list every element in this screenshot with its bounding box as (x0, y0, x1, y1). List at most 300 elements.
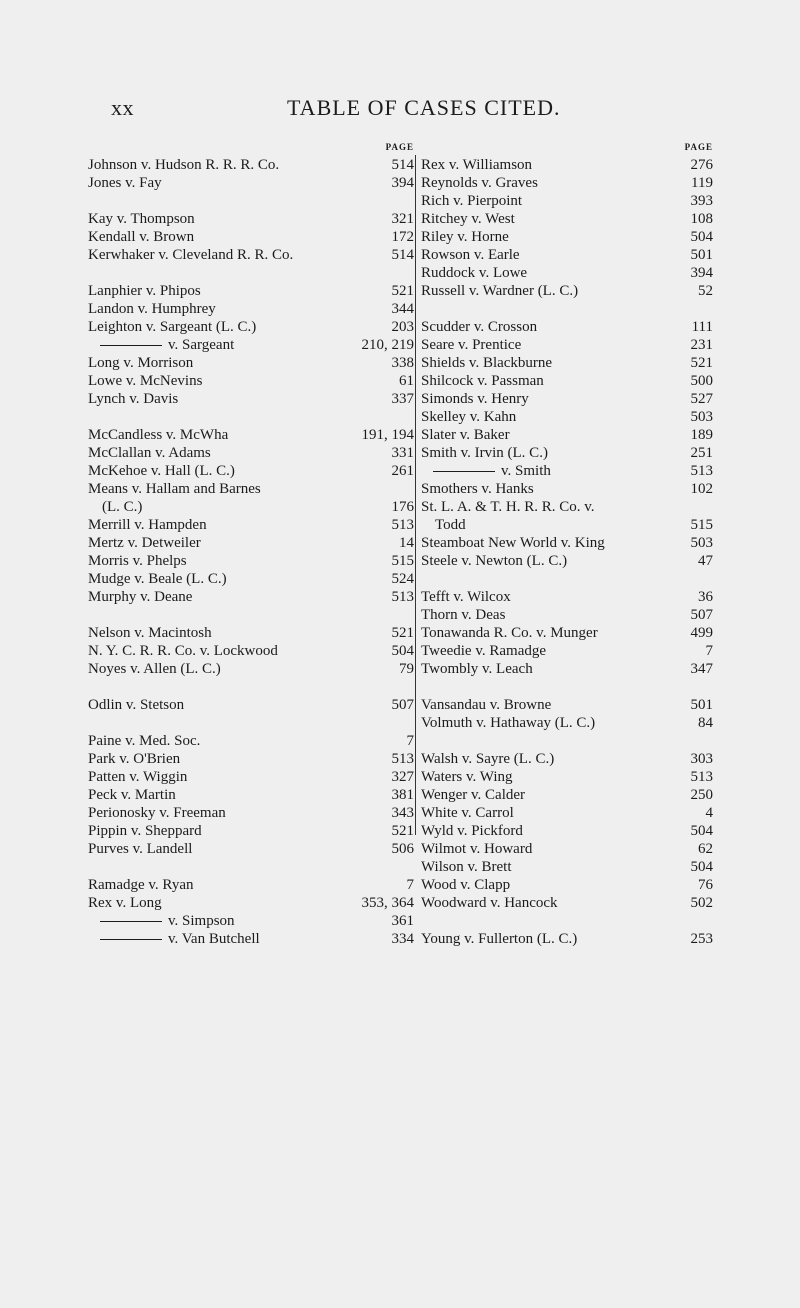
case-entry (421, 210, 713, 228)
case-page: 111 (691, 319, 713, 335)
case-name-text: v. Smith (501, 463, 551, 479)
case-entry (421, 696, 713, 714)
case-page: 7 (406, 877, 414, 893)
group-gap (88, 678, 414, 696)
case-name-text: Noyes v. Allen (L. C.) (88, 661, 221, 677)
case-entry (421, 354, 713, 372)
case-page: 521 (690, 355, 713, 371)
case-entry (88, 822, 414, 840)
case-entry (88, 750, 414, 768)
case-name (88, 156, 279, 174)
case-name-text: Jones v. Fay (88, 175, 162, 191)
case-name-text: Lanphier v. Phipos (88, 283, 201, 299)
case-name (88, 588, 192, 606)
case-page: 513 (690, 769, 713, 785)
case-entry (421, 858, 713, 876)
case-name (421, 660, 533, 678)
case-name-text: Slater v. Baker (421, 427, 510, 443)
case-entry (88, 570, 414, 588)
case-page: 524 (391, 571, 414, 587)
column-divider (415, 155, 416, 835)
case-page: 79 (399, 661, 414, 677)
case-entry (421, 498, 713, 516)
case-entry (88, 588, 414, 606)
case-name-text: Twombly v. Leach (421, 661, 533, 677)
case-page: 501 (690, 697, 713, 713)
case-page: 61 (399, 373, 414, 389)
case-entry (88, 156, 414, 174)
case-entry (421, 534, 713, 552)
case-entry (421, 822, 713, 840)
case-page: 513 (391, 589, 414, 605)
case-name (421, 552, 567, 570)
case-entry (421, 282, 713, 300)
case-page: 52 (698, 283, 713, 299)
case-entry (88, 174, 414, 192)
case-name-text: Vansandau v. Browne (421, 697, 552, 713)
case-name-text: McKehoe v. Hall (L. C.) (88, 463, 235, 479)
case-page: 394 (690, 265, 713, 281)
case-name (421, 174, 538, 192)
case-page: 514 (391, 157, 414, 173)
case-name-text: Scudder v. Crosson (421, 319, 538, 335)
case-name-text: N. Y. C. R. R. Co. v. Lockwood (88, 643, 278, 659)
case-entry (88, 318, 414, 336)
page-number: xx (111, 95, 134, 120)
case-name-text: Tweedie v. Ramadge (421, 643, 547, 659)
case-entry (421, 318, 713, 336)
case-name (421, 336, 521, 354)
group-gap (421, 732, 713, 750)
case-name (421, 156, 532, 174)
case-entry (88, 462, 414, 480)
case-entry (421, 750, 713, 768)
case-name (421, 786, 525, 804)
case-entry (88, 444, 414, 462)
case-name-text: Wilson v. Brett (421, 859, 512, 875)
case-name (421, 840, 532, 858)
case-page: 499 (690, 625, 713, 641)
case-name-text: Riley v. Horne (421, 229, 509, 245)
case-name (421, 426, 510, 444)
case-name-text: Smith v. Irvin (L. C.) (421, 445, 548, 461)
case-name-text: McCandless v. McWha (88, 427, 229, 443)
case-entry (88, 894, 414, 912)
case-name (88, 444, 211, 462)
case-name (88, 282, 201, 300)
case-entry (421, 804, 713, 822)
case-name-text: Purves v. Landell (88, 841, 193, 857)
case-page: 303 (690, 751, 713, 767)
case-name-text: Smothers v. Hanks (421, 481, 534, 497)
case-entry (421, 264, 713, 282)
group-gap (88, 408, 414, 426)
case-entry (421, 372, 713, 390)
case-name-text: v. Simpson (168, 913, 235, 929)
case-entry (421, 192, 713, 210)
case-entry (421, 336, 713, 354)
case-entry (421, 876, 713, 894)
page-title: TABLE OF CASES CITED. (287, 95, 561, 120)
case-entry (88, 210, 414, 228)
case-name-text: Rowson v. Earle (421, 247, 520, 263)
case-name (421, 372, 544, 390)
case-name (88, 840, 192, 858)
case-name (421, 264, 527, 282)
case-name-text: Ruddock v. Lowe (421, 265, 528, 281)
case-page: 361 (391, 913, 414, 929)
case-name-text: Ritchey v. West (421, 211, 515, 227)
case-name-text: Rex v. Long (88, 895, 162, 911)
case-name (88, 786, 176, 804)
case-name-text: Means v. Hallam and Barnes (88, 481, 261, 497)
case-name (88, 660, 221, 678)
case-entry (88, 642, 414, 660)
case-name (88, 318, 256, 336)
case-entry (88, 390, 414, 408)
case-name-text: Young v. Fullerton (L. C.) (421, 931, 578, 947)
case-name (88, 516, 207, 534)
case-entry (421, 174, 713, 192)
case-name-text: Wood v. Clapp (421, 877, 511, 893)
case-page: 47 (698, 553, 713, 569)
case-page: 504 (690, 229, 713, 245)
case-entry (421, 786, 713, 804)
case-entry (88, 912, 414, 930)
group-gap (88, 714, 414, 732)
case-name (421, 876, 510, 894)
case-entry (421, 246, 713, 264)
case-entry (421, 462, 713, 480)
case-page: 176 (391, 499, 414, 515)
case-name-text: Rich v. Pierpoint (421, 193, 523, 209)
case-name-text: (L. C.) (102, 499, 143, 515)
case-name-text: Waters v. Wing (421, 769, 513, 785)
case-entry (88, 516, 414, 534)
case-page: 504 (690, 823, 713, 839)
case-name-text: Park v. O'Brien (88, 751, 181, 767)
case-name (421, 192, 522, 210)
case-name (88, 498, 142, 516)
case-name (421, 444, 548, 462)
case-entry (421, 228, 713, 246)
group-gap (421, 570, 713, 588)
case-page: 503 (690, 409, 713, 425)
case-entry (88, 426, 414, 444)
case-entry (421, 156, 713, 174)
case-page: 84 (698, 715, 713, 731)
ditto-dash (100, 939, 162, 940)
case-name (421, 606, 505, 624)
case-entry (88, 768, 414, 786)
case-page: 189 (690, 427, 713, 443)
case-page: 503 (690, 535, 713, 551)
case-name-text: Steamboat New World v. King (421, 535, 605, 551)
case-page: 172 (391, 229, 414, 245)
case-page: 7 (406, 733, 414, 749)
case-name-text: Patten v. Wiggin (88, 769, 188, 785)
case-name (421, 768, 513, 786)
case-entry (421, 660, 713, 678)
case-page: 504 (391, 643, 414, 659)
left-page-heading: PAGE (385, 142, 414, 152)
case-name (88, 390, 178, 408)
case-name-text: Woodward v. Hancock (421, 895, 558, 911)
case-name-text: Odlin v. Stetson (88, 697, 185, 713)
case-name-text: Ramadge v. Ryan (88, 877, 194, 893)
case-name (88, 480, 261, 498)
case-name (88, 462, 235, 480)
case-name-text: Paine v. Med. Soc. (88, 733, 201, 749)
case-name (88, 732, 200, 750)
group-gap (421, 912, 713, 930)
case-entry (421, 480, 713, 498)
case-name (421, 642, 546, 660)
case-page: 76 (698, 877, 713, 893)
case-entry (88, 336, 414, 354)
case-name (88, 768, 187, 786)
case-name-text: Mertz v. Detweiler (88, 535, 201, 551)
case-name-text: Peck v. Martin (88, 787, 176, 803)
case-name-text: Pippin v. Sheppard (88, 823, 202, 839)
case-name-text: McClallan v. Adams (88, 445, 211, 461)
case-entry (88, 660, 414, 678)
case-name-text: Morris v. Phelps (88, 553, 187, 569)
case-entry (88, 696, 414, 714)
case-name-text: Russell v. Wardner (L. C.) (421, 283, 579, 299)
case-name (88, 174, 162, 192)
case-name (88, 624, 212, 642)
case-entry (88, 624, 414, 642)
case-name-text: Tonawanda R. Co. v. Munger (421, 625, 598, 641)
case-page: 261 (391, 463, 414, 479)
ditto-dash (100, 345, 162, 346)
case-name (88, 570, 227, 588)
case-entry (421, 552, 713, 570)
case-name-text: v. Van Butchell (168, 931, 260, 947)
case-name-text: Nelson v. Macintosh (88, 625, 212, 641)
case-entry (421, 840, 713, 858)
case-page: 191, 194 (361, 427, 414, 443)
case-page: 504 (690, 859, 713, 875)
case-name (421, 228, 509, 246)
case-entry (421, 588, 713, 606)
case-name-text: Kerwhaker v. Cleveland R. R. Co. (88, 247, 294, 263)
case-page: 108 (690, 211, 713, 227)
case-name-text: Walsh v. Sayre (L. C.) (421, 751, 555, 767)
case-page: 393 (690, 193, 713, 209)
case-name (421, 498, 595, 516)
case-name (421, 516, 466, 534)
case-name-text: Tefft v. Wilcox (421, 589, 511, 605)
case-page: 119 (691, 175, 713, 191)
case-entry (88, 246, 414, 264)
case-name (421, 210, 515, 228)
case-name (88, 804, 226, 822)
case-name-text: Lynch v. Davis (88, 391, 179, 407)
case-entry (88, 930, 414, 948)
case-name-text: Perionosky v. Freeman (88, 805, 226, 821)
group-gap (88, 192, 414, 210)
case-name (88, 750, 180, 768)
case-page: 500 (690, 373, 713, 389)
case-name (88, 534, 201, 552)
case-entry (88, 300, 414, 318)
case-entry (88, 372, 414, 390)
case-name (88, 822, 202, 840)
case-name-text: Kay v. Thompson (88, 211, 195, 227)
case-name (421, 534, 605, 552)
case-page: 515 (391, 553, 414, 569)
case-name (421, 354, 552, 372)
case-name-text: Lowe v. McNevins (88, 373, 203, 389)
case-name (88, 372, 202, 390)
case-name-text: Long v. Morrison (88, 355, 194, 371)
group-gap (88, 858, 414, 876)
case-name (88, 300, 216, 318)
case-entry (421, 930, 713, 948)
ditto-dash (433, 471, 495, 472)
case-page: 4 (705, 805, 713, 821)
case-name (421, 480, 534, 498)
case-name-text: v. Sargeant (168, 337, 235, 353)
case-page: 321 (391, 211, 414, 227)
case-entry (88, 228, 414, 246)
case-page: 337 (391, 391, 414, 407)
case-page: 14 (399, 535, 414, 551)
case-page: 344 (391, 301, 414, 317)
case-name-text: Reynolds v. Graves (421, 175, 538, 191)
case-name-text: Seare v. Prentice (421, 337, 522, 353)
case-entry (421, 624, 713, 642)
case-name (421, 588, 511, 606)
case-entry (88, 732, 414, 750)
right-entries (421, 156, 713, 948)
case-name-text: Johnson v. Hudson R. R. R. Co. (88, 157, 280, 173)
case-entry (88, 552, 414, 570)
case-name (88, 552, 187, 570)
case-name-text: Skelley v. Kahn (421, 409, 517, 425)
case-entry (421, 714, 713, 732)
case-page: 338 (391, 355, 414, 371)
case-name (88, 426, 228, 444)
case-name (421, 858, 512, 876)
case-page: 231 (690, 337, 713, 353)
case-page: 507 (391, 697, 414, 713)
case-name (421, 894, 558, 912)
case-page: 250 (690, 787, 713, 803)
case-page: 527 (690, 391, 713, 407)
case-name (88, 336, 234, 354)
case-name (421, 462, 551, 480)
case-page: 502 (690, 895, 713, 911)
case-name (88, 246, 293, 264)
case-entry (421, 894, 713, 912)
right-page-heading: PAGE (684, 142, 713, 152)
case-name-text: Volmuth v. Hathaway (L. C.) (421, 715, 596, 731)
case-name-text: Landon v. Humphrey (88, 301, 216, 317)
case-name-text: Mudge v. Beale (L. C.) (88, 571, 227, 587)
case-name-text: Kendall v. Brown (88, 229, 195, 245)
case-name (421, 804, 514, 822)
case-page: 381 (391, 787, 414, 803)
case-entry (421, 390, 713, 408)
case-entry (421, 444, 713, 462)
case-name (88, 228, 194, 246)
case-name-text: Shields v. Blackburne (421, 355, 553, 371)
case-page: 102 (690, 481, 713, 497)
case-page: 327 (391, 769, 414, 785)
case-name (88, 210, 195, 228)
case-page: 507 (690, 607, 713, 623)
case-name-text: White v. Carrol (421, 805, 514, 821)
case-name-text: Rex v. Williamson (421, 157, 533, 173)
case-name (88, 642, 278, 660)
case-entry (88, 840, 414, 858)
case-entry (88, 876, 414, 894)
case-page: 334 (391, 931, 414, 947)
case-name-text: St. L. A. & T. H. R. R. Co. v. (421, 499, 595, 515)
case-page: 343 (391, 805, 414, 821)
case-name (421, 714, 595, 732)
case-entry (421, 408, 713, 426)
case-name (88, 930, 260, 948)
case-page: 521 (391, 823, 414, 839)
case-name (421, 408, 516, 426)
case-page: 353, 364 (361, 895, 414, 911)
case-entry (421, 642, 713, 660)
case-name (421, 282, 578, 300)
case-name (88, 696, 184, 714)
case-name-text: Todd (435, 517, 466, 533)
case-name-text: Murphy v. Deane (88, 589, 193, 605)
case-entry (88, 534, 414, 552)
case-page: 501 (690, 247, 713, 263)
case-entry (421, 768, 713, 786)
case-page: 36 (698, 589, 713, 605)
group-gap (88, 606, 414, 624)
case-entry (88, 480, 414, 498)
case-entry (88, 498, 414, 516)
case-name (421, 624, 598, 642)
case-page: 394 (391, 175, 414, 191)
case-page: 251 (690, 445, 713, 461)
case-entry (88, 282, 414, 300)
case-name (421, 930, 577, 948)
case-name (421, 696, 551, 714)
case-page: 514 (391, 247, 414, 263)
case-page: 347 (690, 661, 713, 677)
case-page: 513 (391, 517, 414, 533)
case-entry (421, 606, 713, 624)
case-name-text: Simonds v. Henry (421, 391, 529, 407)
page-header (111, 95, 711, 123)
case-name-text: Shilcock v. Passman (421, 373, 544, 389)
case-page: 331 (391, 445, 414, 461)
case-name (421, 246, 520, 264)
case-name (88, 876, 193, 894)
case-page: 7 (705, 643, 713, 659)
case-entry (421, 516, 713, 534)
case-name (88, 354, 193, 372)
case-entry (88, 786, 414, 804)
case-page: 521 (391, 283, 414, 299)
case-name-text: Wilmot v. Howard (421, 841, 533, 857)
case-page: 513 (690, 463, 713, 479)
left-entries (88, 156, 414, 948)
case-page: 203 (391, 319, 414, 335)
case-name-text: Wyld v. Pickford (421, 823, 523, 839)
